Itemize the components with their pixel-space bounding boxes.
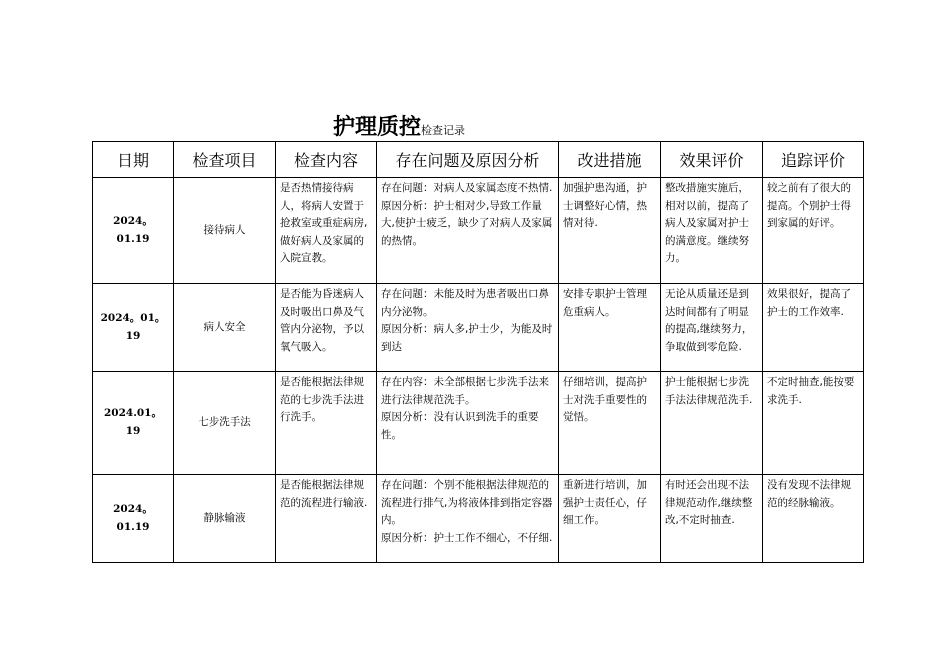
header-date: 日期 [93, 142, 174, 178]
cell-effect: 无论从质量还是到达时间都有了明显的提高,继续努力，争取做到零危险. [661, 284, 763, 372]
cell-date: 2024。01.19 [93, 475, 174, 563]
cell-tracking: 不定时抽查,能按要求洗手. [763, 372, 864, 475]
header-tracking: 追踪评价 [763, 142, 864, 178]
table-row [93, 475, 864, 563]
cell-measures: 加强护患沟通，护士调整好心情，热情对待. [559, 178, 661, 284]
cell-item: 七步洗手法 [174, 372, 276, 475]
header-effect: 效果评价 [661, 142, 763, 178]
cell-content: 是否能根据法律规范的流程进行输液. [276, 475, 377, 563]
inspection-record-table [92, 141, 864, 563]
cell-date: 2024.01。19 [93, 372, 174, 475]
cell-date: 2024。01.19 [93, 178, 174, 284]
cell-effect: 整改措施实施后，相对以前，提高了病人及家属对护士的满意度。继续努力。 [661, 178, 763, 284]
cell-tracking: 没有发现不法律规范的经脉输液。 [763, 475, 864, 563]
cell-issues: 存在问题：个别不能根据法律规范的流程进行排气,为将液体排到指定容器内。 原因分析：护士工作不细心，不仔细. [377, 475, 559, 563]
cell-content: 是否热情接待病人，将病人安置于抢救室或重症病房,做好病人及家属的入院宣教。 [276, 178, 377, 284]
cell-measures: 安排专职护士管理危重病人。 [559, 284, 661, 372]
header-issues: 存在问题及原因分析 [377, 142, 559, 178]
header-row [93, 142, 864, 178]
cell-effect: 有时还会出现不法律规范动作,继续整改,不定时抽查. [661, 475, 763, 563]
title-main: 护理质控 [333, 114, 422, 140]
cell-content: 是否能为昏迷病人及时吸出口鼻及气管内分泌物，予以氧气吸入。 [276, 284, 377, 372]
header-item: 检查项目 [174, 142, 276, 178]
cell-content: 是否能根据法律规范的七步洗手法进行洗手。 [276, 372, 377, 475]
title-sub: 检查记录 [421, 124, 466, 137]
cell-tracking: 效果很好，提高了护士的工作效率. [763, 284, 864, 372]
cell-date: 2024。01。19 [93, 284, 174, 372]
table-row [93, 372, 864, 475]
cell-item: 静脉输液 [174, 475, 276, 563]
cell-item: 病人安全 [174, 284, 276, 372]
cell-measures: 仔细培训，提高护士对洗手重要性的觉悟。 [559, 372, 661, 475]
cell-measures: 重新进行培训，加强护士责任心，仔细工作。 [559, 475, 661, 563]
cell-item: 接待病人 [174, 178, 276, 284]
cell-issues: 存在内容：未全部根据七步洗手法来进行法律规范洗手。 原因分析：没有认识到洗手的重要性。 [377, 372, 559, 475]
table-row [93, 178, 864, 284]
cell-effect: 护士能根据七步洗手法法律规范洗手. [661, 372, 763, 475]
cell-tracking: 较之前有了很大的提高。个别护士得到家属的好评。 [763, 178, 864, 284]
header-content: 检查内容 [276, 142, 377, 178]
document-title [333, 110, 465, 141]
cell-issues: 存在问题：未能及时为患者吸出口鼻内分泌物。 原因分析：病人多,护士少，为能及时到达 [377, 284, 559, 372]
table-row [93, 284, 864, 372]
cell-issues: 存在问题：对病人及家属态度不热情. 原因分析：护士相对少,导致工作量大,使护士疲乏，缺少了对病人及家属的热情。 [377, 178, 559, 284]
header-measures: 改进措施 [559, 142, 661, 178]
